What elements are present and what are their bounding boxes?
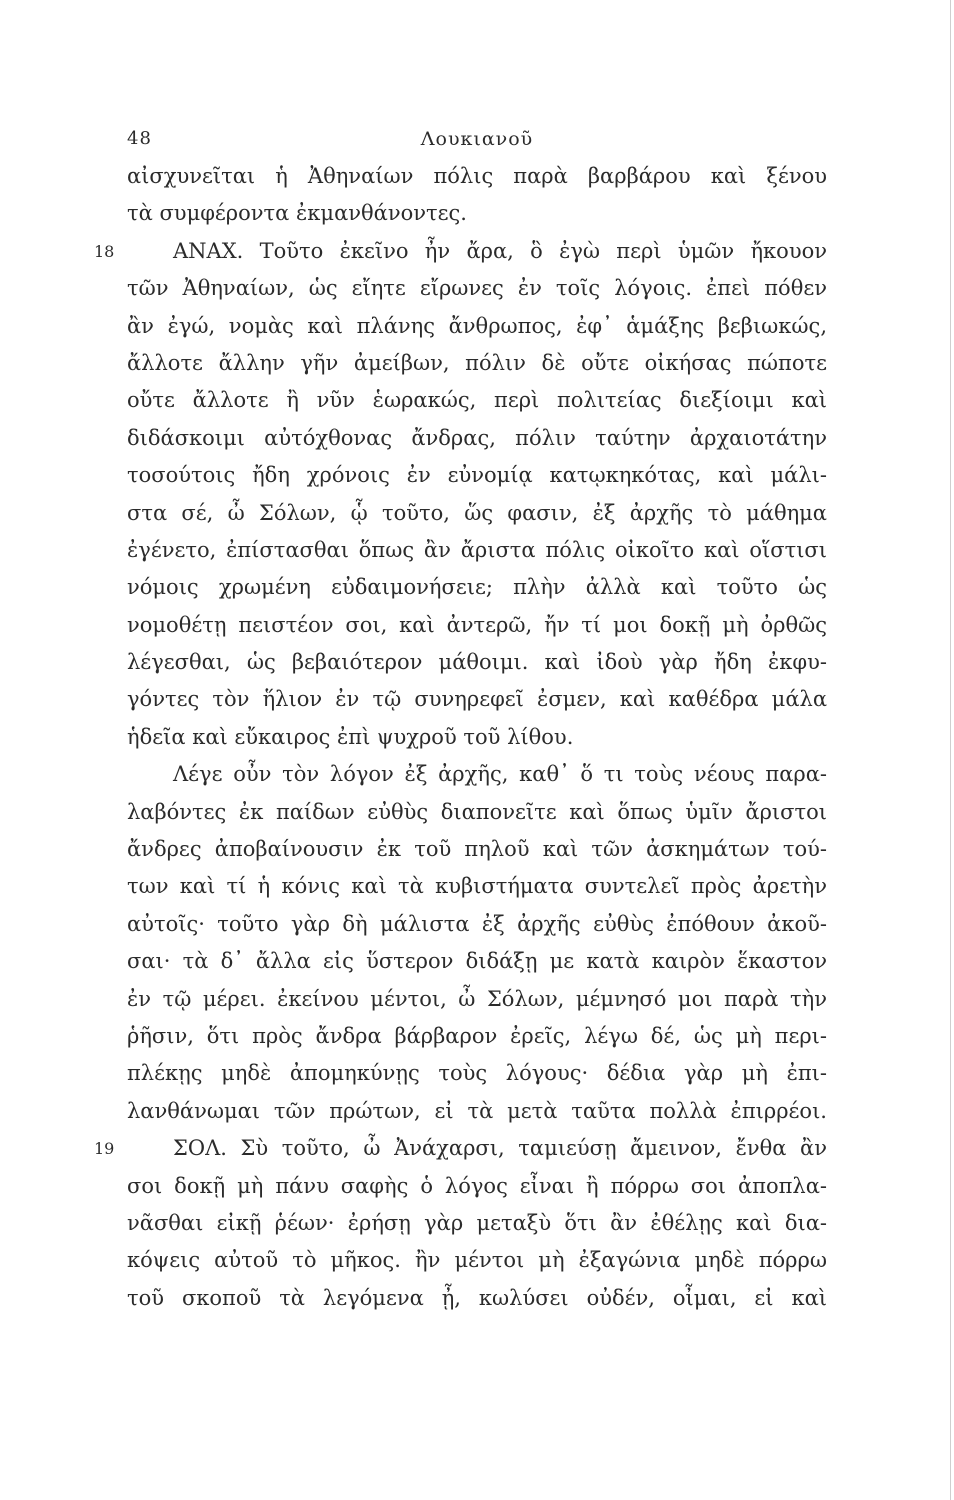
text-line: τὰ συμφέροντα ἐκμανθάνοντες. bbox=[127, 201, 467, 226]
text-line: οὔτε ἄλλοτε ἢ νῦν ἑωρακώς, περὶ πολιτείας διεξίοιμι καὶ bbox=[127, 388, 827, 413]
text-line: των καὶ τί ἡ κόνις καὶ τὰ κυβιστήματα συντελεῖ πρὸς ἀρετὴν bbox=[127, 874, 827, 899]
section-number: 19 bbox=[94, 1139, 115, 1159]
text-line: ἐν τῷ μέρει. ἐκείνου μέντοι, ὦ Σόλων, μέμνησό μοι παρὰ τὴν bbox=[127, 986, 827, 1011]
text-line-content: ΣΟΛ. Σὺ τοῦτο, ὦ Ἀνάχαρσι, ταμιεύσῃ ἄμεινον, ἔνθα ἂν bbox=[173, 1136, 827, 1161]
text-line: σοι δοκῇ μὴ πάνυ σαφὴς ὁ λόγος εἶναι ἢ πόρρω σοι ἀποπλα- bbox=[127, 1173, 827, 1198]
text-line: νόμοις χρωμένη εὐδαιμονήσειε; πλὴν ἀλλὰ καὶ τοῦτο ὡς bbox=[127, 575, 827, 600]
text-line: ῥῆσιν, ὅτι πρὸς ἄνδρα βάρβαρον ἐρεῖς, λέγω δέ, ὡς μὴ περι- bbox=[127, 1023, 827, 1048]
text-line: γόντες τὸν ἥλιον ἐν τῷ συνηρεφεῖ ἐσμεν, καὶ καθέδρα μάλα bbox=[127, 687, 827, 712]
text-line: ἐγένετο, ἐπίστασθαι ὅπως ἂν ἄριστα πόλις οἰκοῖτο καὶ οἵστισι bbox=[127, 537, 827, 562]
text-line: ἡδεῖα καὶ εὔκαιρος ἐπὶ ψυχροῦ τοῦ λίθου. bbox=[127, 724, 574, 749]
text-line: λέγεσθαι, ὡς βεβαιότερον μάθοιμι. καὶ ἰδοὺ γὰρ ἤδη ἐκφυ- bbox=[127, 650, 827, 675]
text-line-paragraph-start bbox=[94, 1130, 827, 1167]
text-line-paragraph-start bbox=[94, 233, 827, 270]
body-text bbox=[94, 158, 827, 1317]
text-line: ἄλλοτε ἄλλην γῆν ἀμείβων, πόλιν δὲ οὔτε οἰκήσας πώποτε bbox=[127, 350, 827, 375]
text-line: ἄνδρες ἀποβαίνουσιν ἐκ τοῦ πηλοῦ καὶ τῶν ἀσκημάτων τού- bbox=[127, 837, 827, 862]
text-line-paragraph-start: Λέγε οὖν τὸν λόγον ἐξ ἀρχῆς, καθ᾽ ὅ τι τοὺς νέους παρα- bbox=[173, 762, 827, 787]
page-edge-line bbox=[950, 0, 951, 1500]
text-line: τοσούτοις ἤδη χρόνοις ἐν εὐνομίᾳ κατῳκηκότας, καὶ μάλι- bbox=[127, 463, 827, 488]
text-line: αὐτοῖς· τοῦτο γὰρ δὴ μάλιστα ἐξ ἀρχῆς εὐθὺς ἐπόθουν ἀκοῦ- bbox=[127, 911, 827, 936]
text-line: κόψεις αὐτοῦ τὸ μῆκος. ἢν μέντοι μὴ ἐξαγώνια μηδὲ πόρρω bbox=[127, 1248, 827, 1273]
text-line-content: ΑΝΑΧ. Τοῦτο ἐκεῖνο ἦν ἄρα, ὃ ἐγὼ περὶ ὑμῶν ἤκουον bbox=[173, 238, 827, 263]
text-line: στα σέ, ὦ Σόλων, ᾧ τοῦτο, ὥς φασιν, ἐξ ἀρχῆς τὸ μάθημα bbox=[127, 500, 827, 525]
text-line: τῶν Ἀθηναίων, ὡς εἴητε εἴρωνες ἐν τοῖς λόγοις. ἐπεὶ πόθεν bbox=[127, 276, 827, 301]
text-line: πλέκῃς μηδὲ ἀπομηκύνῃς τοὺς λόγους· δέδια γὰρ μὴ ἐπι- bbox=[127, 1061, 827, 1086]
text-line: λαβόντες ἐκ παίδων εὐθὺς διαπονεῖτε καὶ ὅπως ὑμῖν ἄριστοι bbox=[127, 799, 827, 824]
section-number: 18 bbox=[94, 241, 115, 261]
text-line: διδάσκοιμι αὐτόχθονας ἄνδρας, πόλιν ταύτην ἀρχαιοτάτην bbox=[127, 425, 827, 450]
text-line: νᾶσθαι εἰκῇ ῥέων· ἐρήσῃ γὰρ μεταξὺ ὅτι ἂν ἐθέλῃς καὶ δια- bbox=[127, 1210, 827, 1235]
text-line: νομοθέτῃ πειστέον σοι, καὶ ἀντερῶ, ἤν τί μοι δοκῇ μὴ ὀρθῶς bbox=[127, 612, 827, 637]
page-number: 48 bbox=[127, 128, 152, 149]
text-line: ἂν ἐγώ, νομὰς καὶ πλάνης ἄνθρωπος, ἐφ᾽ ἁμάξης βεβιωκώς, bbox=[127, 313, 827, 338]
text-line: λανθάνωμαι τῶν πρώτων, εἰ τὰ μετὰ ταῦτα πολλὰ ἐπιρρέοι. bbox=[127, 1098, 827, 1123]
text-line: τοῦ σκοποῦ τὰ λεγόμενα ᾖ, κωλύσει οὐδέν, οἶμαι, εἰ καὶ bbox=[127, 1285, 827, 1310]
text-line: αἰσχυνεῖται ἡ Ἀθηναίων πόλις παρὰ βαρβάρου καὶ ξένου bbox=[127, 164, 827, 188]
running-head: Λουκιανοῦ bbox=[420, 128, 534, 150]
text-line: σαι· τὰ δ᾽ ἄλλα εἰς ὕστερον διδάξῃ με κατὰ καιρὸν ἕκαστον bbox=[127, 949, 827, 974]
